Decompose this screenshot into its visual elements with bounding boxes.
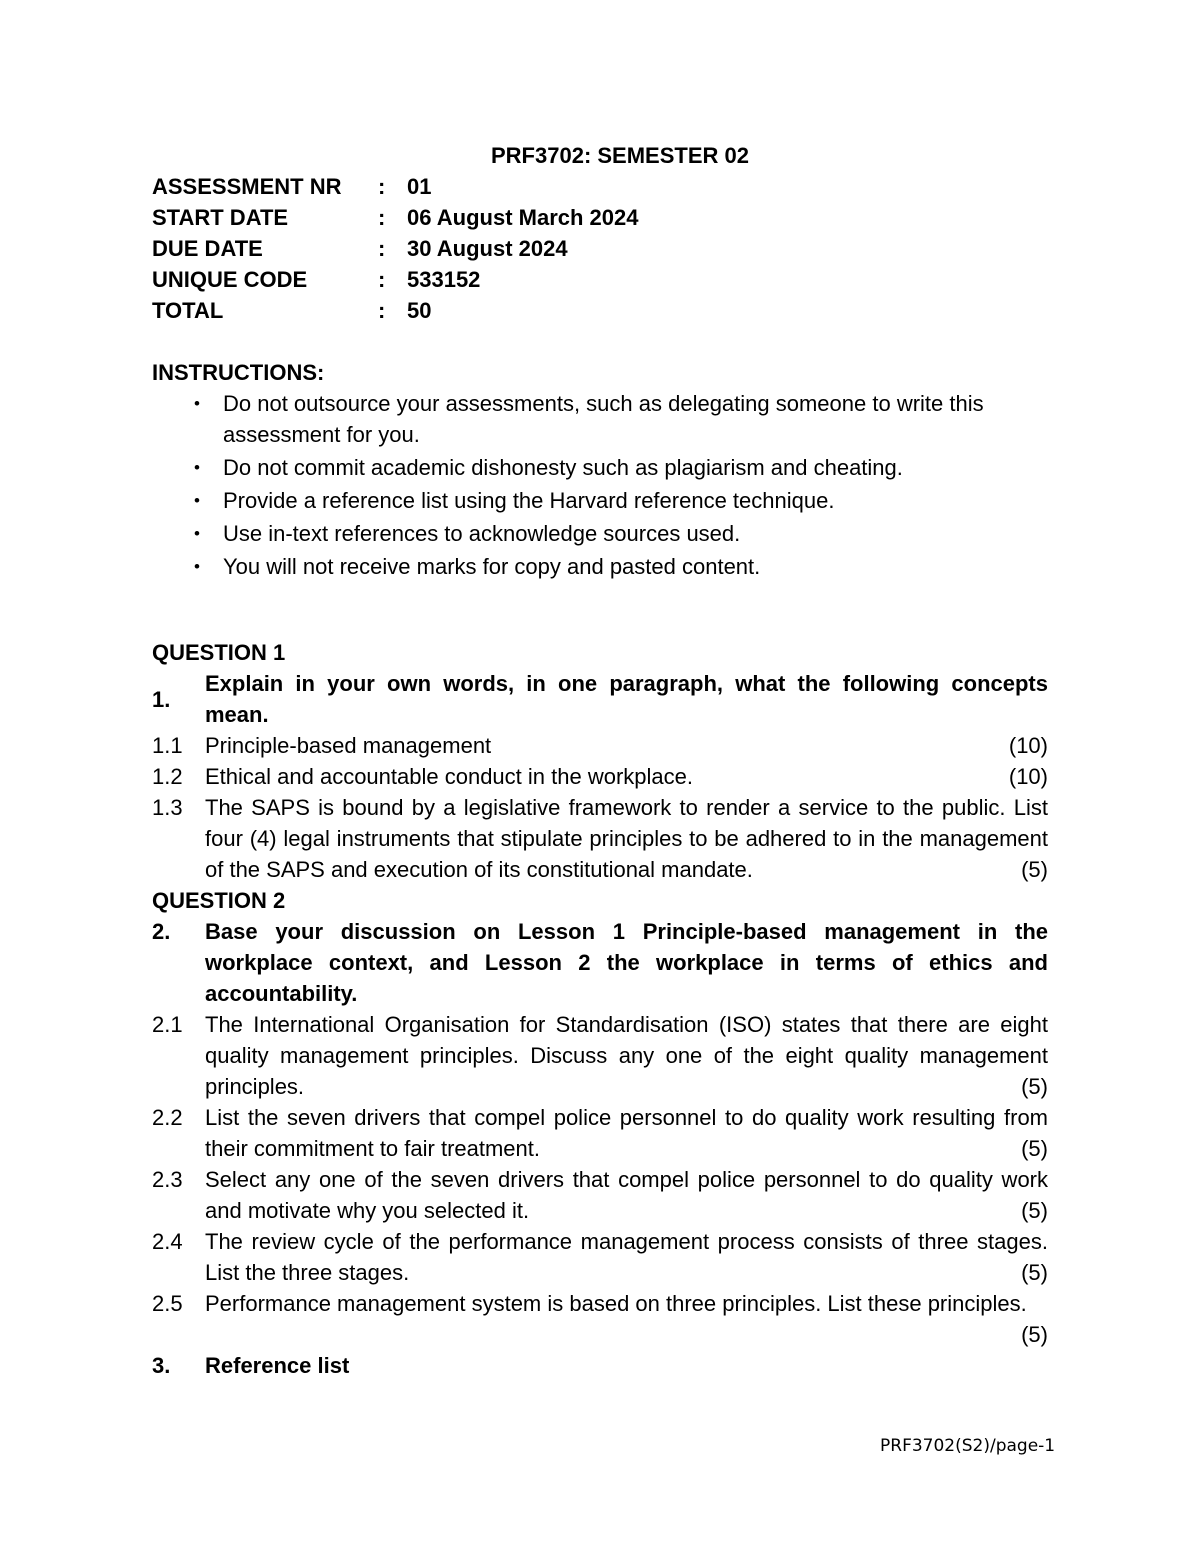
- question-item-1-2: [152, 761, 1048, 792]
- meta-label: DUE DATE: [152, 236, 263, 261]
- list-item: [152, 551, 1048, 582]
- question-item-1-3: [152, 792, 1048, 885]
- item-marks: (5): [1021, 1074, 1048, 1099]
- meta-value: 06 August March 2024: [407, 205, 639, 230]
- list-item: [152, 452, 1048, 483]
- item-text: Performance management system is based on three principles. List these principles.: [205, 1291, 1027, 1316]
- instructions-list: [152, 388, 1048, 582]
- meta-value: 533152: [407, 267, 481, 292]
- question-number: 3.: [152, 1353, 171, 1378]
- item-number: 2.2: [152, 1105, 183, 1130]
- bullet-icon: •: [194, 458, 200, 477]
- question-item-2-2: [152, 1102, 1048, 1164]
- assessment-meta: [152, 171, 1048, 326]
- item-number: 2.4: [152, 1229, 183, 1254]
- item-marks: (5): [1021, 1322, 1048, 1347]
- list-item: [152, 518, 1048, 549]
- question-item-2-5: [152, 1288, 1048, 1350]
- question-item-2-1: [152, 1009, 1048, 1102]
- item-marks: (5): [1021, 857, 1048, 882]
- question-1-section: [152, 637, 1048, 885]
- question-prompt: Explain in your own words, in one paragraph, what the following concepts mean.: [205, 671, 1048, 727]
- item-number: 2.5: [152, 1291, 183, 1316]
- item-marks: (10): [1008, 764, 1048, 789]
- document-title: PRF3702: SEMESTER 02: [491, 143, 749, 168]
- instruction-text: Do not outsource your assessments, such as delegating someone to write this assessment for you.: [223, 391, 984, 447]
- question-number: 2.: [152, 919, 171, 944]
- item-text: List the seven drivers that compel police personnel to do quality work resulting from their commitment to fair treatment.: [205, 1105, 1048, 1161]
- question-3-text: Reference list: [205, 1353, 350, 1378]
- meta-colon: :: [378, 236, 386, 261]
- question-item-2-4: [152, 1226, 1048, 1288]
- item-number: 1.3: [152, 795, 183, 820]
- question-2-prompt-row: [152, 916, 1048, 1009]
- instruction-text: Do not commit academic dishonesty such as plagiarism and cheating.: [223, 455, 903, 480]
- meta-value: 01: [407, 174, 432, 199]
- question-2-heading: QUESTION 2: [152, 888, 286, 913]
- item-text: The SAPS is bound by a legislative framework to render a service to the public. List four (4) legal instruments that stipulate principles to be adhered to in the management of the SAPS and execution of its constitutional mandate.: [205, 795, 1048, 882]
- question-item-1-1: [152, 730, 1048, 761]
- meta-row-start-date: [152, 202, 1048, 233]
- meta-label: TOTAL: [152, 298, 224, 323]
- instruction-text: Provide a reference list using the Harvard reference technique.: [223, 488, 835, 513]
- list-item: [152, 485, 1048, 516]
- instruction-text: You will not receive marks for copy and pasted content.: [223, 554, 761, 579]
- item-text: The review cycle of the performance management process consists of three stages. List the three stages.: [205, 1229, 1048, 1285]
- question-1-prompt-row: [152, 668, 1048, 730]
- item-marks: (5): [1021, 1136, 1048, 1161]
- item-text: Ethical and accountable conduct in the workplace.: [205, 764, 693, 789]
- question-2-section: [152, 885, 1048, 1350]
- meta-row-unique-code: [152, 264, 1048, 295]
- item-text: Select any one of the seven drivers that compel police personnel to do quality work and motivate why you selected it.: [205, 1167, 1048, 1223]
- bullet-icon: •: [194, 491, 200, 510]
- item-text: Principle-based management: [205, 733, 492, 758]
- meta-row-due-date: [152, 233, 1048, 264]
- instructions-heading: INSTRUCTIONS:: [152, 360, 325, 385]
- meta-label: UNIQUE CODE: [152, 267, 308, 292]
- question-3-row: [152, 1350, 1048, 1381]
- question-1-heading: QUESTION 1: [152, 640, 286, 665]
- item-number: 1.2: [152, 764, 183, 789]
- list-item: [152, 388, 1048, 450]
- bullet-icon: •: [194, 394, 200, 413]
- bullet-icon: •: [194, 557, 200, 576]
- item-marks: (5): [1021, 1198, 1048, 1223]
- item-marks: (10): [1008, 733, 1048, 758]
- item-number: 2.1: [152, 1012, 183, 1037]
- document-body: [152, 140, 1048, 1381]
- question-number: 1.: [152, 686, 171, 712]
- meta-label: START DATE: [152, 205, 289, 230]
- meta-label: ASSESSMENT NR: [152, 174, 342, 199]
- meta-colon: :: [378, 267, 386, 292]
- item-number: 2.3: [152, 1167, 183, 1192]
- meta-value: 30 August 2024: [407, 236, 568, 261]
- question-prompt: Base your discussion on Lesson 1 Principle-based management in the workplace context, and Lesson 2 the workplace in terms of ethics and accountability.: [205, 919, 1048, 1006]
- meta-colon: :: [378, 205, 386, 230]
- bullet-icon: •: [194, 524, 200, 543]
- item-number: 1.1: [152, 733, 183, 758]
- meta-colon: :: [378, 298, 386, 323]
- page-footer: PRF3702(S2)/page-1: [880, 1436, 1056, 1456]
- meta-row-assessment-nr: [152, 171, 1048, 202]
- meta-value: 50: [407, 298, 432, 323]
- question-item-2-3: [152, 1164, 1048, 1226]
- item-text: The International Organisation for Standardisation (ISO) states that there are eight quality management principles. Discuss any one of the eight quality management principles.: [205, 1012, 1048, 1099]
- instruction-text: Use in-text references to acknowledge sources used.: [223, 521, 741, 546]
- item-marks: (5): [1021, 1260, 1048, 1285]
- meta-colon: :: [378, 174, 386, 199]
- meta-row-total: [152, 295, 1048, 326]
